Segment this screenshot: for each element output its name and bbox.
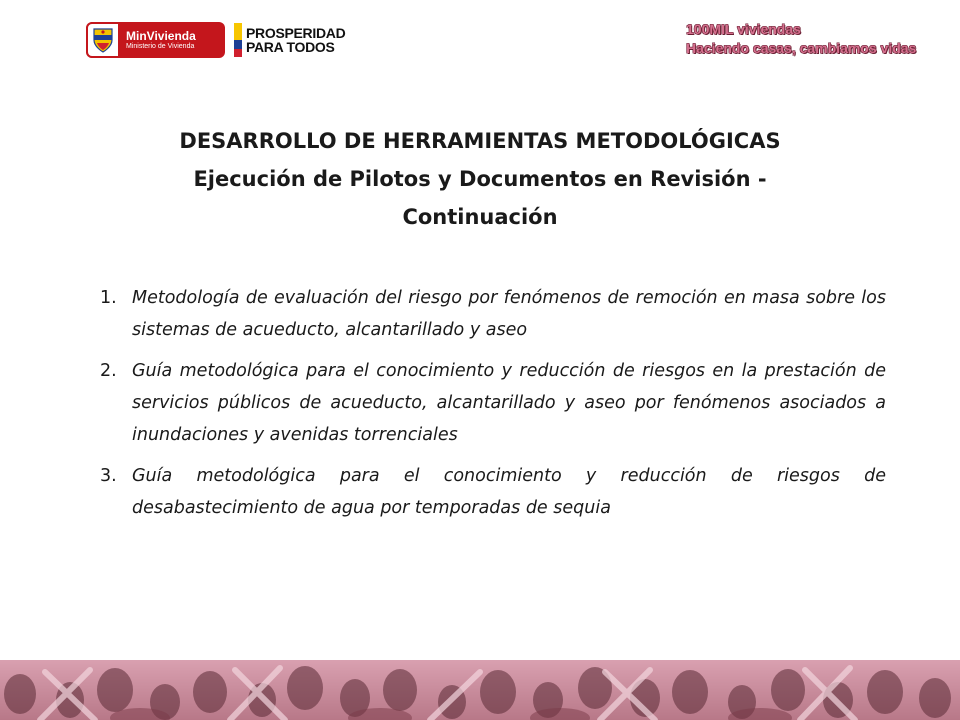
slogan-line2: Haciendo casas, cambiamos vidas <box>686 40 917 56</box>
minvivienda-name: MinVivienda <box>126 28 196 43</box>
minvivienda-logo <box>86 22 225 58</box>
minvivienda-subtitle: Ministerio de Vivienda <box>126 42 195 50</box>
slide-title <box>80 122 880 236</box>
prosperidad-logo <box>234 23 356 57</box>
item-number: 2. <box>100 361 117 381</box>
list-item <box>100 282 886 346</box>
crowd-photo-strip <box>0 660 960 720</box>
prosperidad-line2: PARA TODOS <box>246 39 335 55</box>
crowd-illustration <box>0 660 960 720</box>
list-item <box>100 460 886 524</box>
item-text: Guía metodológica para el conocimiento y reducción de riesgos de desabastecimiento de agua por temporadas de sequia <box>132 466 886 518</box>
item-text: Guía metodológica para el conocimiento y reducción de riesgos en la prestación de servicios públicos de acueducto, alcantarillado y aseo por fenómenos asociados a inundaciones y avenidas torrenciales <box>132 361 886 445</box>
item-number: 3. <box>100 466 117 486</box>
coat-of-arms-icon <box>86 22 120 58</box>
item-list <box>100 282 886 533</box>
title-line2: Ejecución de Pilotos y Documentos en Revisión - <box>193 167 767 191</box>
list-item <box>100 355 886 451</box>
colombia-flag-icon <box>234 23 242 57</box>
slogan-line1: 100MIL viviendas <box>686 21 801 37</box>
title-line1: DESARROLLO DE HERRAMIENTAS METODOLÓGICAS <box>179 129 781 153</box>
item-number: 1. <box>100 288 117 308</box>
prosperidad-line1: PROSPERIDAD <box>246 25 346 41</box>
slogan <box>686 20 916 58</box>
title-line3: Continuación <box>402 205 558 229</box>
item-text: Metodología de evaluación del riesgo por fenómenos de remoción en masa sobre los sistemas de acueducto, alcantarillado y aseo <box>132 288 886 340</box>
